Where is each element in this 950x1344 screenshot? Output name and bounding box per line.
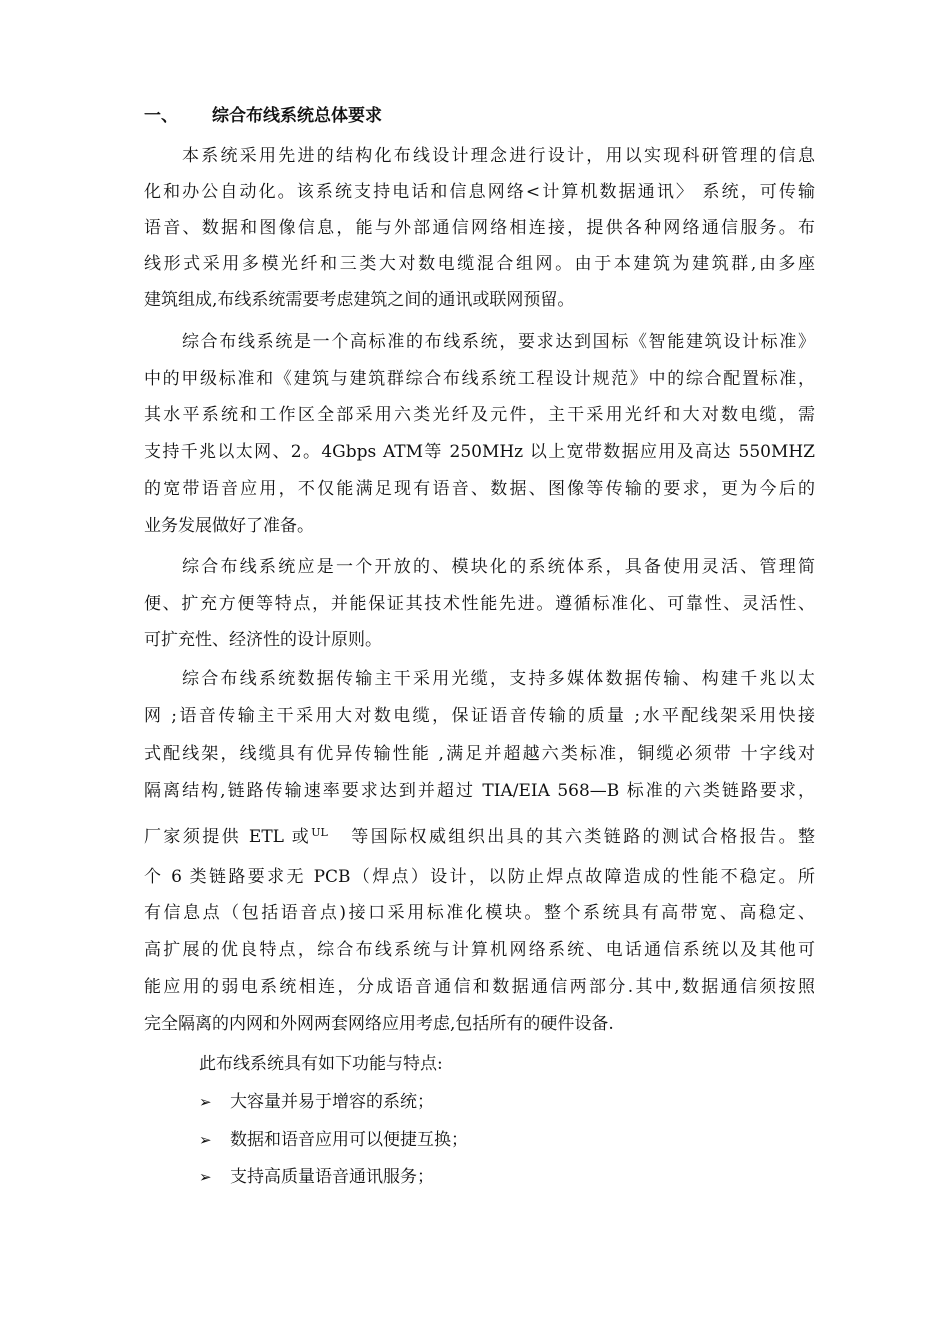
- list-item: [199, 1089, 434, 1115]
- section-title: 综合布线系统总体要求: [212, 106, 382, 126]
- paragraph-1-line-4: 线形式采用多模光纤和三类大对数电缆混合组网。由于本建筑为建筑群,由多座: [144, 254, 815, 274]
- paragraph-3-line-2: 便、扩充方便等特点，并能保证其技术性能先进。遵循标准化、可靠性、灵活性、: [144, 594, 815, 614]
- ul-superscript: UL: [311, 826, 328, 839]
- list-item-text: 数据和语音应用可以便捷互换；: [230, 1130, 468, 1150]
- paragraph-2-line-5: 的宽带语音应用，不仅能满足现有语音、数据、图像等传输的要求，更为今后的: [144, 479, 815, 499]
- list-item: [199, 1164, 434, 1190]
- paragraph-4-line-9: 能应用的弱电系统相连，分成语音通信和数据通信两部分.其中,数据通信须按照: [144, 977, 815, 997]
- arrowhead-bullet-icon: ➢: [199, 1168, 212, 1186]
- paragraph-4-line-2: 网 ;语音传输主干采用大对数电缆，保证语音传输的质量 ;水平配线架采用快接: [144, 706, 815, 726]
- list-item: [199, 1127, 468, 1153]
- paragraph-1-line-5: 建筑组成,布线系统需要考虑建筑之间的通讯或联网预留。: [144, 290, 575, 310]
- section-heading: [144, 104, 382, 128]
- list-item-text: 大容量并易于增容的系统；: [230, 1092, 434, 1112]
- arrowhead-bullet-icon: ➢: [199, 1093, 212, 1111]
- paragraph-2-line-1: 综合布线系统是一个高标准的布线系统，要求达到国标《智能建筑设计标准》: [182, 332, 815, 352]
- section-number: 一、: [144, 106, 178, 126]
- list-item-text: 支持高质量语音通讯服务；: [230, 1167, 434, 1187]
- paragraph-1-line-1: 本系统采用先进的结构化布线设计理念进行设计，用以实现科研管理的信息: [182, 146, 815, 166]
- paragraph-2-line-4: 支持千兆以太网、2。4Gbps ATM等 250MHz 以上宽带数据应用及高达 550MHZ: [144, 442, 815, 462]
- list-intro: 此布线系统具有如下功能与特点:: [199, 1054, 443, 1074]
- paragraph-3-line-1: 综合布线系统应是一个开放的、模块化的系统体系，具备使用灵活、管理简: [182, 557, 815, 577]
- paragraph-4-line-5-tail: 等国际权威组织出具的其六类链路的测试合格报告。整: [351, 827, 815, 847]
- paragraph-4-line-5: [144, 820, 815, 850]
- paragraph-4-line-10: 完全隔离的内网和外网两套网络应用考虑,包括所有的硬件设备.: [144, 1014, 614, 1034]
- paragraph-2-line-2: 中的甲级标准和《建筑与建筑群综合布线系统工程设计规范》中的综合配置标准，: [144, 369, 815, 389]
- paragraph-4-line-7: 有信息点（包括语音点)接口采用标准化模块。整个系统具有高带宽、高稳定、: [144, 903, 815, 923]
- paragraph-4-line-5-head: 厂家须提供 ETL 或: [144, 827, 312, 847]
- paragraph-4-line-4: 隔离结构,链路传输速率要求达到并超过 TIA/EIA 568—B 标准的六类链路要求，: [144, 781, 815, 801]
- paragraph-2-line-3: 其水平系统和工作区全部采用六类光纤及元件，主干采用光纤和大对数电缆，需: [144, 405, 815, 425]
- paragraph-4-line-1: 综合布线系统数据传输主干采用光缆，支持多媒体数据传输、构建千兆以太: [182, 669, 815, 689]
- paragraph-3-line-3: 可扩充性、经济性的设计原则。: [144, 630, 382, 650]
- paragraph-1-line-2: 化和办公自动化。该系统支持电话和信息网络<计算机数据通讯〉 系统，可传输: [144, 182, 815, 202]
- paragraph-2-line-6: 业务发展做好了准备。: [144, 516, 314, 536]
- paragraph-4-line-6: 个 6 类链路要求无 PCB（焊点）设计，以防止焊点故障造成的性能不稳定。所: [144, 867, 815, 887]
- paragraph-1-line-3: 语音、数据和图像信息，能与外部通信网络相连接，提供各种网络通信服务。布: [144, 218, 815, 238]
- paragraph-4-line-8: 高扩展的优良特点，综合布线系统与计算机网络系统、电话通信系统以及其他可: [144, 940, 815, 960]
- paragraph-4-line-3: 式配线架，线缆具有优异传输性能 ,满足并超越六类标准，铜缆必须带 十字线对: [144, 744, 815, 764]
- arrowhead-bullet-icon: ➢: [199, 1131, 212, 1149]
